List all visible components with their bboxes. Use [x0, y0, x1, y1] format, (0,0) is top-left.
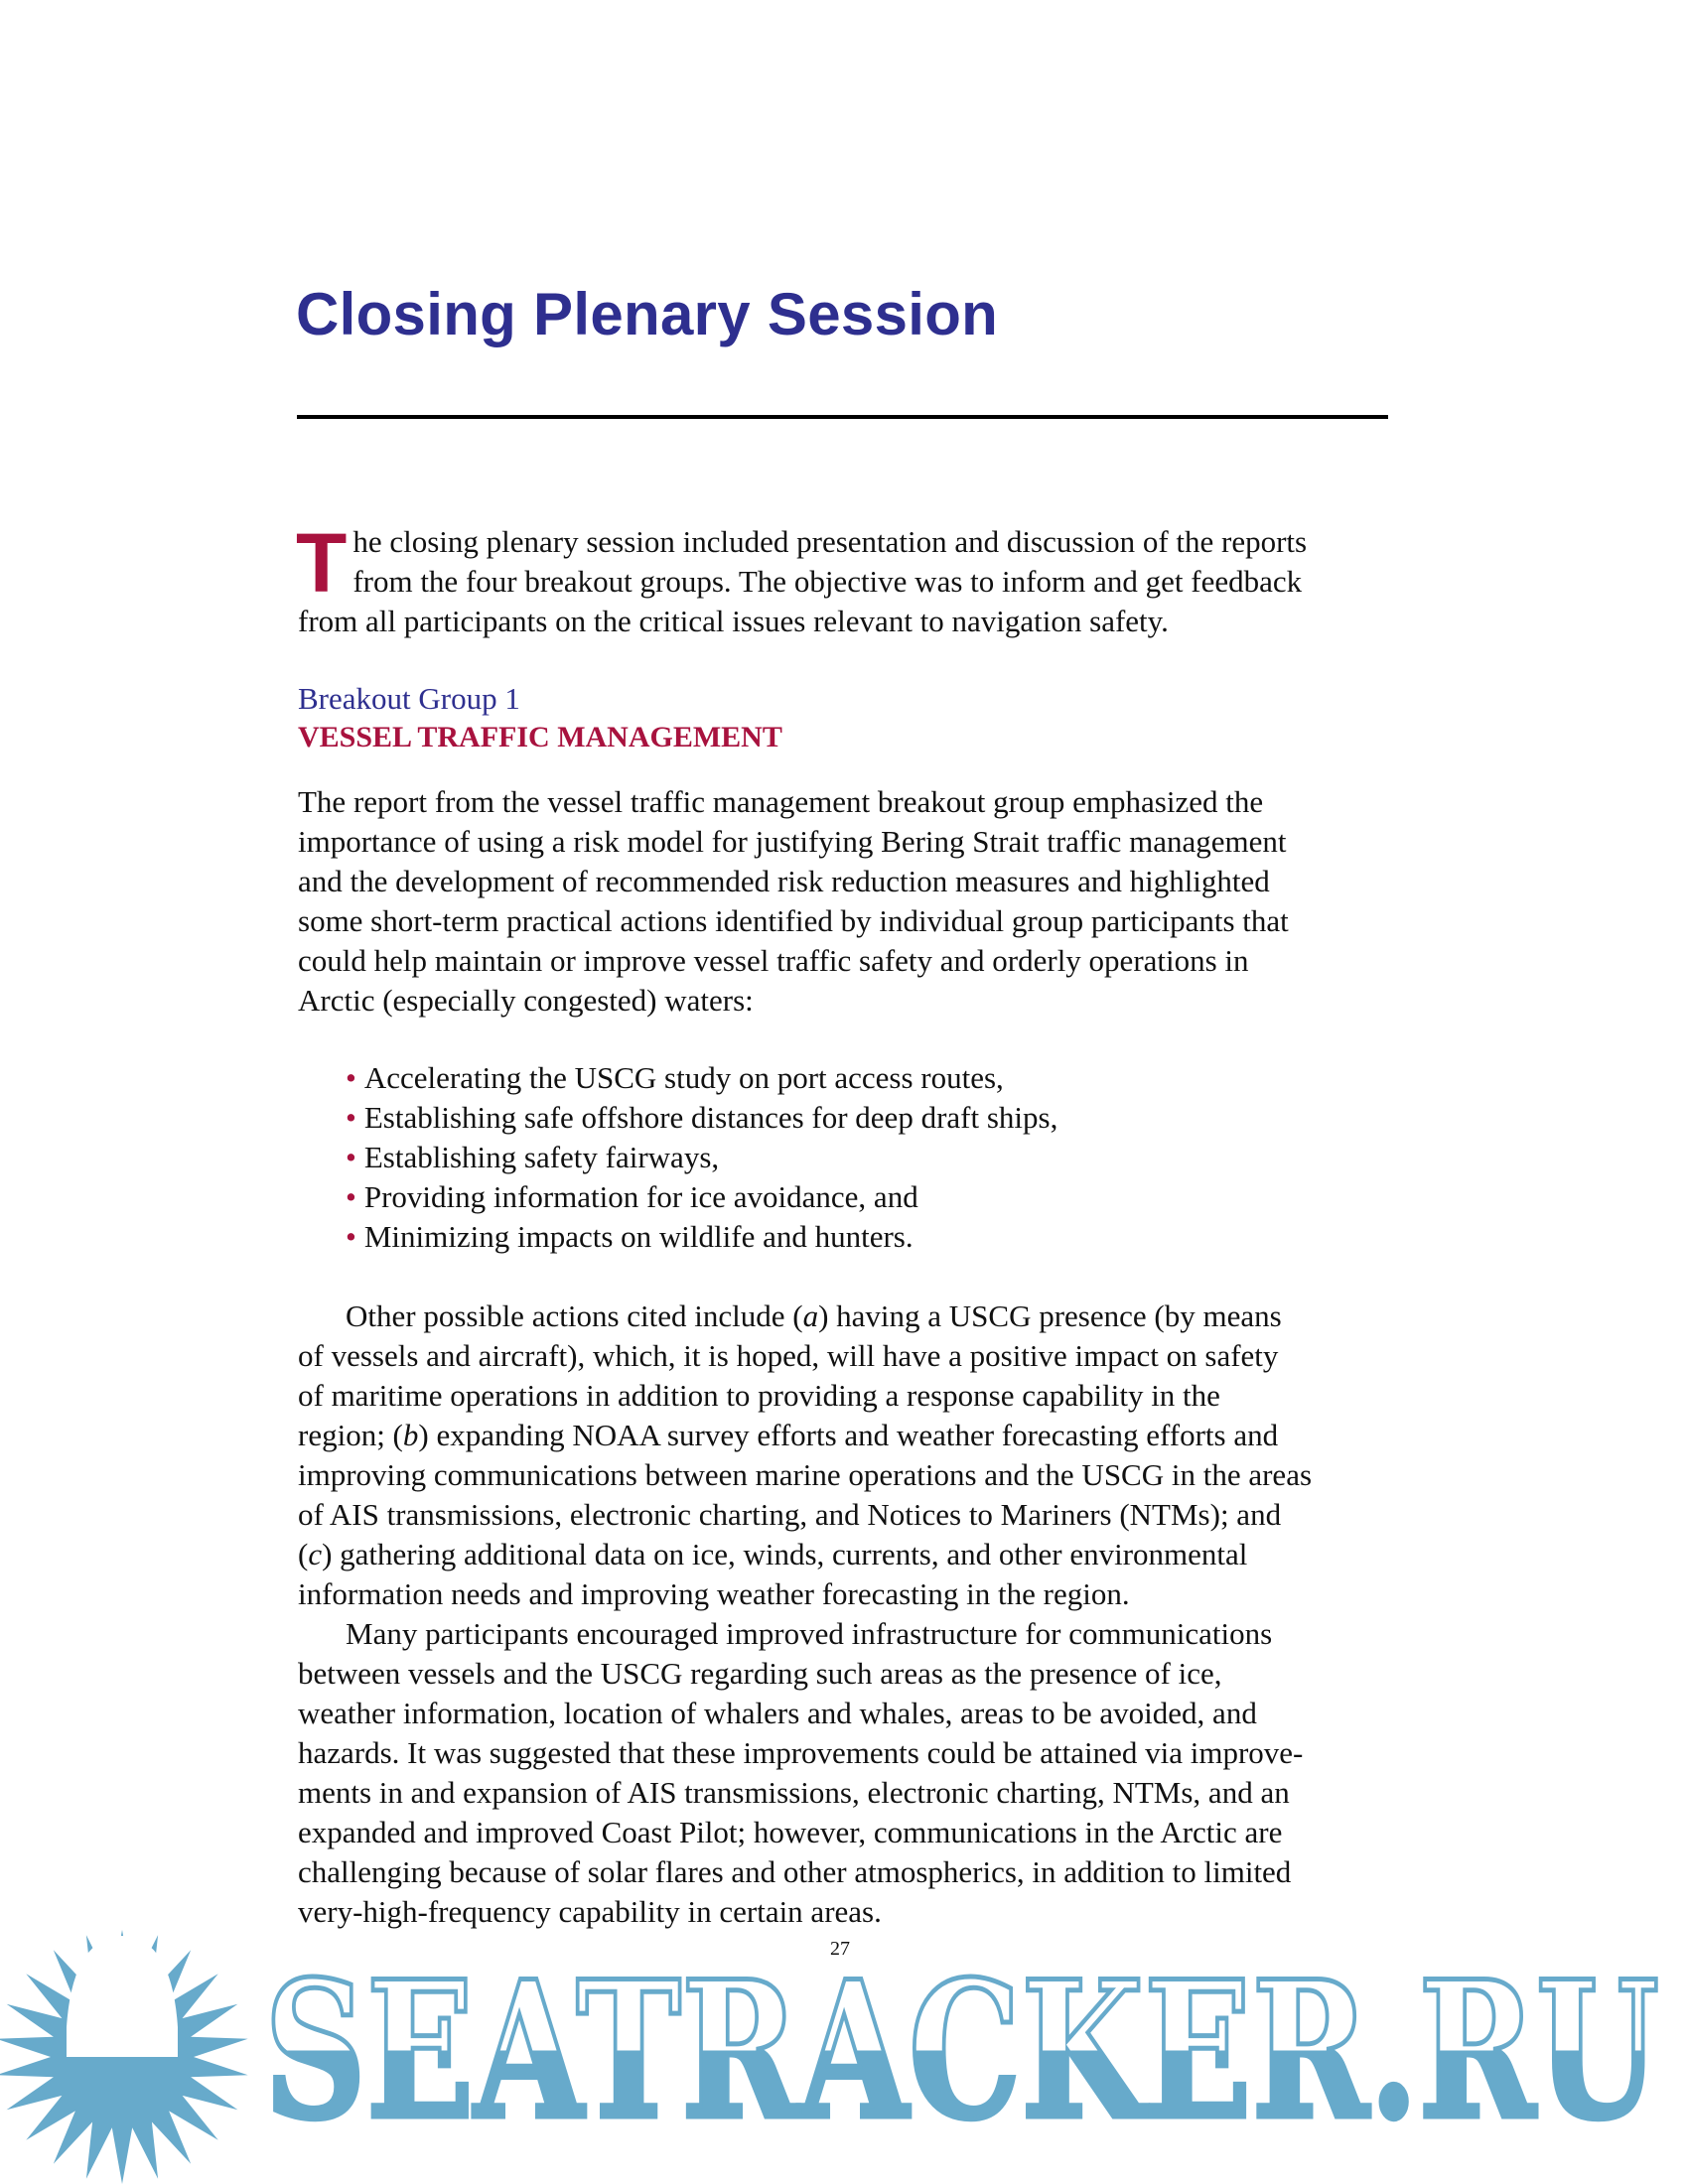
text-line: from the four breakout groups. The objective was to inform and get feedback	[352, 564, 1303, 599]
text-line: improving communications between marine operations and the USCG in the areas	[298, 1457, 1313, 1492]
text-line: Other possible actions cited include (a) having a USCG presence (by means	[346, 1298, 1282, 1333]
text-line: between vessels and the USCG regarding such areas as the presence of ice,	[298, 1656, 1222, 1691]
text-line: region; (b) expanding NOAA survey efforts and weather forecasting efforts and	[298, 1418, 1279, 1452]
text-line: from all participants on the critical issues relevant to navigation safety.	[298, 604, 1169, 638]
list-item	[346, 1058, 1057, 1098]
watermark-text: SEATRACKER.RU	[264, 1940, 1659, 2161]
text-line: and the development of recommended risk reduction measures and highlighted	[298, 864, 1270, 898]
bullet-list	[346, 1058, 1057, 1257]
title-rule	[297, 415, 1388, 419]
list-item	[346, 1177, 1057, 1217]
page-number: 27	[830, 1938, 850, 1960]
intro-paragraph	[296, 516, 1390, 641]
text-line: (c) gathering additional data on ice, winds, currents, and other environmental	[298, 1537, 1248, 1571]
text-line: expanded and improved Coast Pilot; however, communications in the Arctic are	[298, 1815, 1283, 1849]
text-line: hazards. It was suggested that these improvements could be attained via improve-	[298, 1735, 1304, 1770]
sun-icon	[0, 1930, 248, 2184]
bullet-text: Providing information for ice avoidance, and	[363, 1179, 918, 1214]
text-line: The report from the vessel traffic management breakout group emphasized the	[298, 784, 1264, 819]
section-heading: VESSEL TRAFFIC MANAGEMENT	[298, 721, 782, 753]
list-item	[346, 1098, 1057, 1138]
text-line: of vessels and aircraft), which, it is hoped, will have a positive impact on safety	[298, 1338, 1279, 1373]
text-line: Many participants encouraged improved infrastructure for communications	[346, 1616, 1273, 1651]
bullet-icon: •	[346, 1100, 356, 1135]
text-line: ments in and expansion of AIS transmissions, electronic charting, NTMs, and an	[298, 1775, 1290, 1810]
text-line: of AIS transmissions, electronic charting, and Notices to Mariners (NTMs); and	[298, 1497, 1282, 1532]
bullet-icon: •	[346, 1179, 356, 1214]
page-title: Closing Plenary Session	[296, 281, 999, 347]
text-line: importance of using a risk model for justifying Bering Strait traffic management	[298, 824, 1287, 859]
text-line: very-high-frequency capability in certain areas.	[298, 1894, 882, 1929]
text-line: could help maintain or improve vessel traffic safety and orderly operations in	[298, 943, 1249, 978]
text-line: he closing plenary session included presentation and discussion of the reports	[352, 524, 1308, 559]
paragraph	[298, 1297, 1390, 1614]
text-line: information needs and improving weather forecasting in the region.	[298, 1576, 1130, 1611]
list-item	[346, 1217, 1057, 1257]
text-line: Arctic (especially congested) waters:	[298, 983, 754, 1018]
paragraph	[298, 1614, 1390, 1932]
text-line: challenging because of solar flares and other atmospherics, in addition to limited	[298, 1854, 1292, 1889]
text-line: of maritime operations in addition to providing a response capability in the	[298, 1378, 1220, 1413]
bullet-text: Establishing safety fairways,	[363, 1140, 720, 1174]
watermark	[0, 1926, 1688, 2184]
bullet-icon: •	[346, 1219, 356, 1254]
section-label: Breakout Group 1	[298, 681, 520, 716]
bullet-text: Establishing safe offshore distances for deep draft ships,	[363, 1100, 1058, 1135]
paragraph	[298, 782, 1390, 1021]
drop-cap: T	[296, 516, 348, 610]
list-item	[346, 1138, 1057, 1177]
bullet-icon: •	[346, 1140, 356, 1174]
bullet-icon: •	[346, 1060, 356, 1095]
bullet-text: Accelerating the USCG study on port access routes,	[363, 1060, 1004, 1095]
text-line: weather information, location of whalers and whales, areas to be avoided, and	[298, 1696, 1257, 1730]
text-line: some short-term practical actions identified by individual group participants that	[298, 903, 1289, 938]
bullet-text: Minimizing impacts on wildlife and hunters.	[363, 1219, 914, 1254]
